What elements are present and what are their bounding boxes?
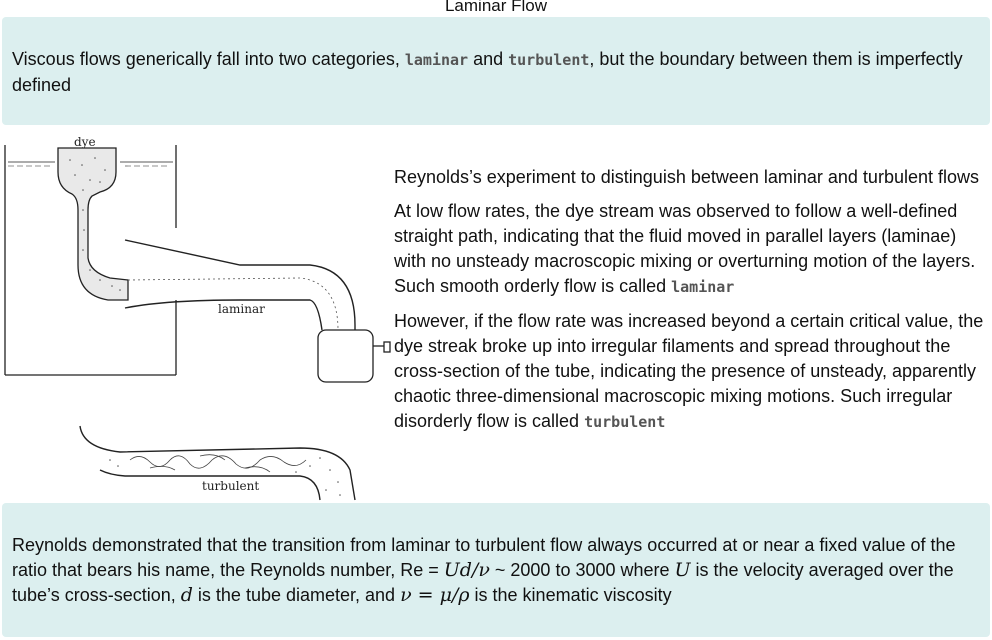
var-d: d [180,584,193,606]
conclusion-callout [2,503,990,637]
conclusion-text-3: is the velocity averaged over the tube’s cross-section, [12,560,954,605]
label-dye: dye [74,135,96,149]
page-title: Laminar Flow [444,0,548,15]
kinematic-viscosity-formula: ν = μ/ρ [400,584,470,606]
var-U: U [674,559,691,581]
intro-text-before: Viscous flows generically fall into two categories, [12,49,405,69]
conclusion-text-1: Reynolds demonstrated that the transition from laminar to turbulent flow always occurred at or near a fixed value of the ratio that bears his name, the Reynolds number, Re = [12,535,956,580]
turbulent-swirls [130,455,306,472]
conclusion-text-4: is the tube diameter, and [192,585,401,605]
laminar-term: laminar [671,278,735,296]
explanation-column [394,165,990,444]
turbulent-term: turbulent [584,413,666,431]
intro-callout [2,17,990,125]
laminar-pipe [125,240,355,330]
intro-text-mid: and [468,49,509,69]
label-laminar: laminar [218,302,265,316]
dye-funnel [58,148,128,300]
intro-text-after: , but the boundary between them is imperfectly defined [12,49,963,95]
term-turbulent: turbulent [508,51,590,69]
label-turbulent: turbulent [202,479,260,493]
laminar-paragraph [394,199,990,300]
turbulent-paragraph [394,309,990,435]
reynolds-formula: Ud/ν [443,559,490,581]
reynolds-experiment-figure [0,130,392,502]
term-laminar: laminar [404,51,469,69]
conclusion-text-2: ~ 2000 to 3000 where [489,560,675,580]
conclusion-text-5: is the kinematic viscosity [469,585,672,605]
valve [318,330,390,382]
turbulent-paragraph-text: However, if the flow rate was increased beyond a certain critical value, the dye streak broke up into irregular filaments and spread throughout the cross-section of the tube, indicating the presence of unsteady, apparently chaotic three-dimensional macroscopic mixing motions. Such irregular disorderly flow is called [394,311,984,431]
laminar-paragraph-text: At low flow rates, the dye stream was observed to follow a well-defined straight path, indicating that the fluid moved in parallel layers (laminae) with no unsteady macroscopic mixing or overturning motion of the layers. Such smooth orderly flow is called [394,201,976,296]
experiment-heading: Reynolds’s experiment to distinguish between laminar and turbulent flows [394,167,979,187]
